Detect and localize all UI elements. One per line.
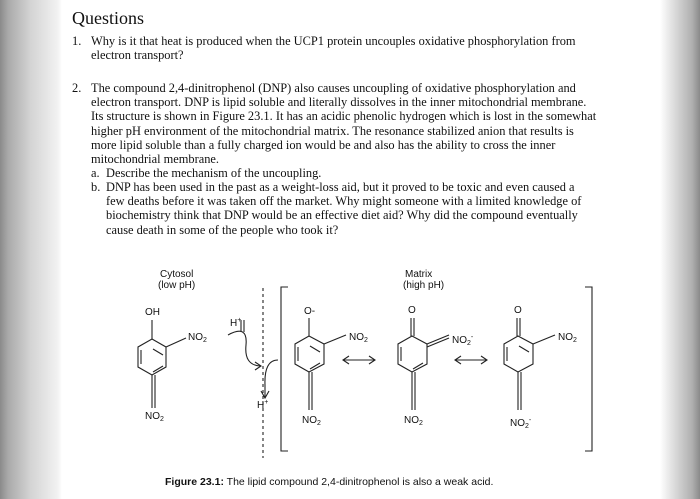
proton-arrow bbox=[228, 331, 260, 366]
hydroxyl-group-label: OH bbox=[145, 307, 160, 318]
proton-label: H+ bbox=[230, 317, 242, 329]
proton-label: H+ bbox=[257, 399, 269, 411]
question-line: Why is it that heat is produced when the UCP1 protein uncouples oxidative phosphorylation from bbox=[91, 34, 576, 48]
question-number: 1. bbox=[72, 34, 82, 48]
nitro-group-label: $NO_2$ bbox=[188, 332, 207, 344]
carbonyl-oxygen-label: O bbox=[408, 305, 416, 316]
question-line: electron transport. DNP is lipid soluble and literally dissolves in the inner mitochondrial membrane. bbox=[91, 95, 587, 110]
proton-release-arrow bbox=[265, 360, 278, 397]
ring-dnp bbox=[138, 339, 166, 375]
nitro-group-label: $NO_2$ bbox=[558, 332, 577, 344]
nitro-group-label: $NO_2$ bbox=[302, 415, 321, 427]
question-line: higher pH environment of the mitochondrial matrix. The resonance stabilized anion that results is bbox=[91, 123, 574, 138]
question-line: Its structure is shown in Figure 23.1. It has an acidic phenolic hydrogen which is lost in the somewhat bbox=[91, 109, 597, 124]
ring-phenoxide bbox=[295, 336, 324, 372]
matrix-label: Matrix bbox=[405, 269, 433, 280]
question-line: The compound 2,4-dinitrophenol (DNP) also causes uncoupling of oxidative phosphorylation and bbox=[91, 81, 576, 95]
subpart-letter: b. bbox=[91, 180, 101, 194]
figure-caption: Figure 23.1: The lipid compound 2,4-dinitrophenol is also a weak acid. bbox=[165, 476, 494, 488]
nitro-group-label: $NO_2$ bbox=[349, 332, 368, 344]
page-title: Questions bbox=[72, 8, 144, 28]
nitro-group-label: $NO_2$ bbox=[145, 411, 164, 423]
subpart-letter: a. bbox=[91, 166, 100, 180]
subpart-line: few deaths before it was taken off the market. Why might someone with a limited knowledge of bbox=[106, 194, 582, 209]
nitro-group-label: $NO_2$ bbox=[404, 415, 423, 427]
question-number: 2. bbox=[72, 81, 82, 95]
ring-quinonoid-1 bbox=[398, 336, 427, 372]
subpart-line: DNP has been used in the past as a weight-loss aid, but it proved to be toxic and even caused a bbox=[106, 180, 575, 194]
subpart-line: Describe the mechanism of the uncoupling. bbox=[106, 166, 322, 180]
subpart-line: biochemistry think that DNP would be an effective diet aid? Why did the compound eventually bbox=[106, 208, 578, 223]
carbonyl-oxygen-label: O bbox=[514, 305, 522, 316]
bracket-left bbox=[281, 287, 288, 451]
question-line: more lipid soluble than a fully charged ion would be and also has the ability to cross the inner bbox=[91, 137, 556, 152]
subpart-line: cause death in some of the people who took it? bbox=[106, 222, 339, 237]
question-line: mitochondrial membrane. bbox=[91, 152, 219, 167]
ring-quinonoid-2 bbox=[504, 336, 533, 372]
question-line: electron transport? bbox=[91, 48, 184, 63]
cytosol-label: Cytosol bbox=[160, 269, 194, 280]
matrix-ph-label: (high pH) bbox=[403, 280, 445, 291]
cytosol-ph-label: (low pH) bbox=[158, 280, 196, 291]
bracket-right bbox=[585, 287, 592, 451]
nitronate-group-label: $NO_2^-$ bbox=[452, 334, 474, 347]
nitronate-group-label: $NO_2^-$ bbox=[510, 417, 532, 430]
phenoxide-oxygen-label: O- bbox=[304, 306, 316, 317]
